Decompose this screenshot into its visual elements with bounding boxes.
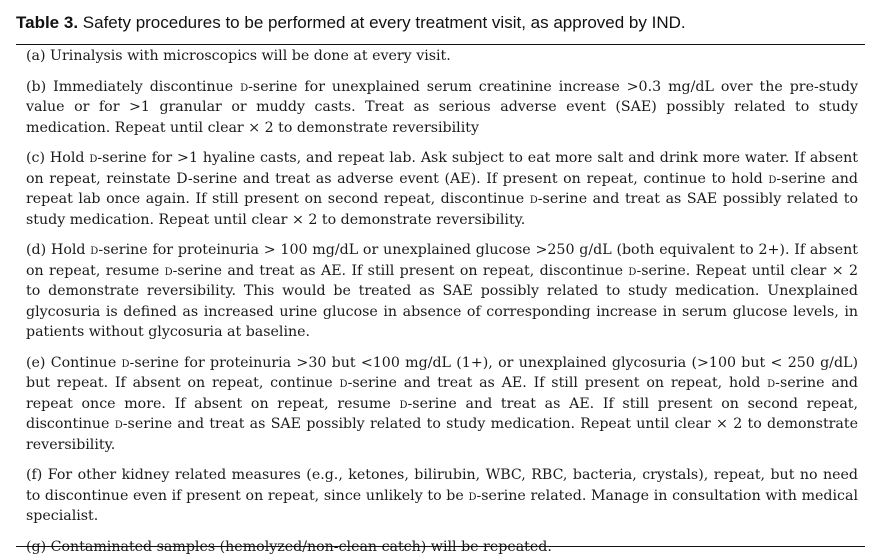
small-caps-d: d <box>114 416 123 432</box>
small-caps-d: d <box>468 487 477 504</box>
procedure-row-a: (a) Urinalysis with microscopics will be done at every visit. <box>26 48 451 64</box>
table-caption-label: Table 3. <box>16 13 79 32</box>
procedure-row-d: (d) Hold d-serine for proteinuria > 100 mg/dL or unexplained glucose >250 g/dL (both equivalent to 2+). If absent on repeat, resume d-serine and treat as AE. If still present on repeat, discontinue d-serine. Repeat until clear × 2 to demonstrate reversibility. This would be treated as SAE possibly related to study medication. Unexplained glycosuria is defined as increased urine glucose in absence of corresponding increase in serum glucose levels, in patients without glycosuria at baseline. <box>26 242 859 340</box>
small-caps-d: d <box>121 354 130 371</box>
small-caps-d: d <box>90 242 99 258</box>
table-top-rule <box>16 44 865 45</box>
table-body <box>26 46 858 557</box>
table-bottom-rule <box>16 546 865 547</box>
procedure-row-e: (e) Continue d-serine for proteinuria >30 but <100 mg/dL (1+), or unexplained glycosuria (>100 but < 250 g/dL) but repeat. If absent on repeat, continue d-serine and treat as AE. If still present on repeat, hold d-serine and repeat once more. If absent on repeat, resume d-serine and treat as AE. If still present on second repeat, discontinue d-serine and treat as SAE possibly related to study medication. Repeat until clear × 2 to demonstrate reversibility. <box>26 354 859 453</box>
procedure-row-g: (g) Contaminated samples (hemolyzed/non-clean catch) will be repeated. <box>26 538 552 555</box>
procedure-row-b: (b) Immediately discontinue d-serine for unexplained serum creatinine increase >0.3 mg/dL over the pre-study value or for >1 granular or muddy casts. Treat as serious adverse event (SAE) possibly related to study medication. Repeat until clear × 2 to demonstrate reversibility <box>26 78 858 136</box>
small-caps-d: d <box>240 78 249 95</box>
small-caps-d: d <box>164 262 173 279</box>
small-caps-d: d <box>529 191 538 207</box>
small-caps-d: d <box>399 395 408 412</box>
small-caps-d: d <box>768 170 777 187</box>
small-caps-d: d <box>767 375 776 391</box>
small-caps-d: d <box>628 262 637 279</box>
small-caps-d: d <box>339 375 348 391</box>
small-caps-d: d <box>89 150 98 166</box>
table-caption-text: Safety procedures to be performed at every treatment visit, as approved by IND. <box>78 13 686 32</box>
procedure-row-f: (f) For other kidney related measures (e.g., ketones, bilirubin, WBC, RBC, bacteria, crystals), repeat, but no need to discontinue even if present on repeat, since unlikely to be d-serine related. Manage in consultation with medical specialist. <box>26 467 858 524</box>
table-caption <box>16 12 686 34</box>
procedure-row-c: (c) Hold d-serine for >1 hyaline casts, and repeat lab. Ask subject to eat more salt and drink more water. If absent on repeat, reinstate D-serine and treat as adverse event (AE). If present on repeat, continue to hold d-serine and repeat lab once again. If still present on second repeat, discontinue d-serine and treat as SAE possibly related to study medication. Repeat until clear × 2 to demonstrate reversibility. <box>26 150 859 228</box>
